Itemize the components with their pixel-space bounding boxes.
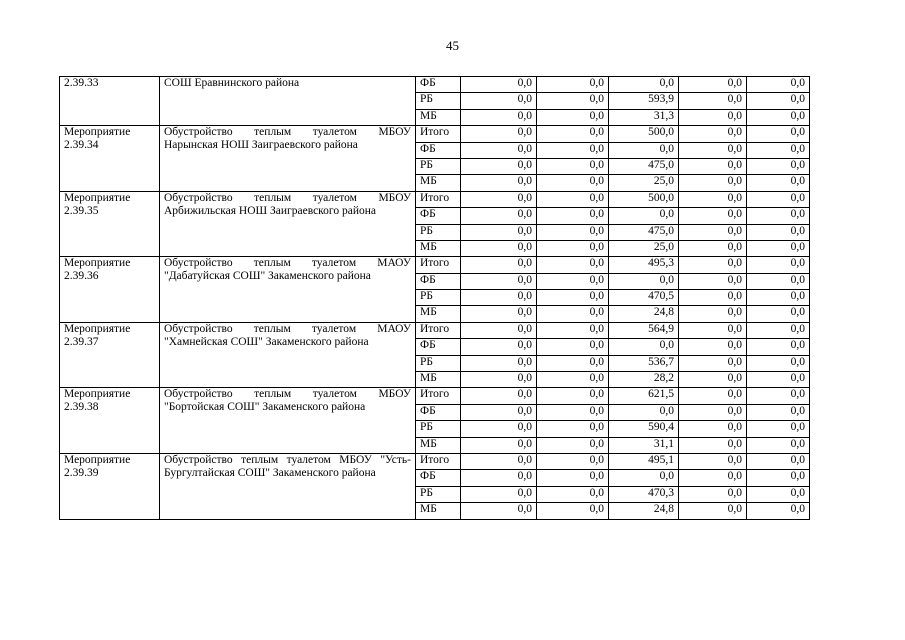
amount-cell: 0,0 [461,109,537,125]
amount-cell: 0,0 [747,306,810,322]
amount-cell: 0,0 [747,470,810,486]
amount-cell: 25,0 [609,175,679,191]
amount-cell: 0,0 [609,404,679,420]
funding-source-cell: МБ [416,240,461,256]
amount-cell: 0,0 [679,372,747,388]
amount-cell: 0,0 [461,486,537,502]
amount-cell: 0,0 [679,191,747,207]
amount-cell: 0,0 [537,175,609,191]
measure-name-cell: Обустройство теплым туалетом МАОУ "Дабатуйская СОШ" Закаменского района [160,257,416,323]
amount-cell: 0,0 [537,339,609,355]
amount-cell: 0,0 [679,404,747,420]
amount-cell: 500,0 [609,191,679,207]
funding-source-cell: МБ [416,437,461,453]
amount-cell: 0,0 [679,503,747,519]
amount-cell: 470,3 [609,486,679,502]
table-row [60,388,810,404]
amount-cell: 0,0 [537,421,609,437]
measure-name-cell: Обустройство теплым туалетом МБОУ Арбижильская НОШ Заиграевского района [160,191,416,257]
amount-cell: 0,0 [679,470,747,486]
amount-cell: 0,0 [747,175,810,191]
measure-code-cell [60,257,160,323]
amount-cell: 500,0 [609,126,679,142]
measure-code-line: 2.39.35 [64,204,99,217]
funding-source-cell: Итого [416,453,461,469]
amount-cell: 0,0 [537,191,609,207]
amount-cell: 0,0 [537,470,609,486]
amount-cell: 0,0 [679,109,747,125]
funding-source-cell: РБ [416,93,461,109]
amount-cell: 0,0 [537,240,609,256]
table-row [60,322,810,338]
amount-cell: 0,0 [679,437,747,453]
measure-code-cell [60,77,160,126]
amount-cell: 0,0 [679,224,747,240]
amount-cell: 0,0 [461,453,537,469]
funding-source-cell: МБ [416,109,461,125]
table-row [60,126,810,142]
amount-cell: 0,0 [537,355,609,371]
amount-cell: 0,0 [679,257,747,273]
funding-source-cell: МБ [416,306,461,322]
measure-code-cell [60,322,160,388]
amount-cell: 495,1 [609,453,679,469]
amount-cell: 0,0 [537,109,609,125]
amount-cell: 475,0 [609,158,679,174]
amount-cell: 0,0 [461,191,537,207]
amount-cell: 0,0 [461,158,537,174]
amount-cell: 0,0 [461,126,537,142]
funding-source-cell: РБ [416,486,461,502]
funding-source-cell: ФБ [416,470,461,486]
amount-cell: 0,0 [461,257,537,273]
amount-cell: 0,0 [679,158,747,174]
amount-cell: 0,0 [679,273,747,289]
amount-cell: 0,0 [747,158,810,174]
measure-code-cell [60,126,160,192]
funding-source-cell: РБ [416,158,461,174]
amount-cell: 0,0 [537,126,609,142]
amount-cell: 0,0 [461,404,537,420]
amount-cell: 0,0 [537,224,609,240]
amount-cell: 0,0 [461,224,537,240]
measure-code-line: Мероприятие [64,322,131,335]
amount-cell: 0,0 [537,142,609,158]
funding-source-cell: Итого [416,191,461,207]
amount-cell: 0,0 [679,486,747,502]
amount-cell: 0,0 [461,503,537,519]
funding-source-cell: ФБ [416,77,461,93]
table-row [60,77,810,93]
amount-cell: 0,0 [679,93,747,109]
amount-cell: 0,0 [609,339,679,355]
measure-code-line: 2.39.36 [64,270,99,283]
amount-cell: 0,0 [461,175,537,191]
amount-cell: 0,0 [461,339,537,355]
amount-cell: 0,0 [747,372,810,388]
amount-cell: 0,0 [461,388,537,404]
funding-source-cell: РБ [416,355,461,371]
amount-cell: 31,3 [609,109,679,125]
amount-cell: 0,0 [537,93,609,109]
amount-cell: 0,0 [537,77,609,93]
funding-source-cell: Итого [416,257,461,273]
amount-cell: 0,0 [609,273,679,289]
funding-source-cell: РБ [416,224,461,240]
measure-code-line: 2.39.33 [64,77,99,89]
funding-source-cell: Итого [416,388,461,404]
funding-table-body [60,77,810,520]
measure-code-line: 2.39.39 [64,466,99,479]
funding-table [59,76,810,520]
amount-cell: 0,0 [537,290,609,306]
funding-source-cell: РБ [416,421,461,437]
amount-cell: 0,0 [747,240,810,256]
amount-cell: 0,0 [461,421,537,437]
amount-cell: 0,0 [461,470,537,486]
amount-cell: 0,0 [679,355,747,371]
amount-cell: 495,3 [609,257,679,273]
amount-cell: 31,1 [609,437,679,453]
amount-cell: 0,0 [747,77,810,93]
amount-cell: 0,0 [609,142,679,158]
amount-cell: 0,0 [747,224,810,240]
amount-cell: 621,5 [609,388,679,404]
amount-cell: 0,0 [679,306,747,322]
measure-code-line: 2.39.38 [64,401,99,414]
amount-cell: 0,0 [679,175,747,191]
table-row [60,453,810,469]
measure-code-cell [60,388,160,454]
amount-cell: 0,0 [609,208,679,224]
amount-cell: 0,0 [461,306,537,322]
amount-cell: 593,9 [609,93,679,109]
amount-cell: 0,0 [679,421,747,437]
amount-cell: 0,0 [747,421,810,437]
measure-name-cell: Обустройство теплым туалетом МБОУ Нарынская НОШ Заиграевского района [160,126,416,192]
amount-cell: 0,0 [461,240,537,256]
amount-cell: 0,0 [747,93,810,109]
amount-cell: 0,0 [679,126,747,142]
measure-code-cell [60,453,160,519]
funding-source-cell: МБ [416,175,461,191]
amount-cell: 0,0 [747,322,810,338]
measure-code-line: Мероприятие [64,453,131,466]
amount-cell: 0,0 [537,306,609,322]
amount-cell: 0,0 [679,142,747,158]
funding-source-cell: МБ [416,503,461,519]
page-number: 45 [446,38,459,53]
amount-cell: 0,0 [609,470,679,486]
amount-cell: 0,0 [747,273,810,289]
measure-code-line: 2.39.34 [64,139,99,152]
amount-cell: 24,8 [609,306,679,322]
amount-cell: 0,0 [679,208,747,224]
amount-cell: 0,0 [537,486,609,502]
amount-cell: 0,0 [461,93,537,109]
amount-cell: 0,0 [747,290,810,306]
amount-cell: 0,0 [537,322,609,338]
amount-cell: 0,0 [747,486,810,502]
amount-cell: 0,0 [537,372,609,388]
amount-cell: 0,0 [679,339,747,355]
funding-source-cell: ФБ [416,404,461,420]
amount-cell: 0,0 [461,355,537,371]
amount-cell: 0,0 [461,208,537,224]
amount-cell: 0,0 [537,503,609,519]
amount-cell: 0,0 [537,273,609,289]
amount-cell: 0,0 [537,388,609,404]
amount-cell: 25,0 [609,240,679,256]
amount-cell: 0,0 [747,208,810,224]
amount-cell: 564,9 [609,322,679,338]
amount-cell: 28,2 [609,372,679,388]
amount-cell: 0,0 [537,404,609,420]
measure-name-cell: Обустройство теплым туалетом МБОУ "Усть-Бургултайская СОШ" Закаменского района [160,453,416,519]
amount-cell: 0,0 [679,388,747,404]
amount-cell: 590,4 [609,421,679,437]
table-row [60,257,810,273]
amount-cell: 0,0 [747,503,810,519]
amount-cell: 475,0 [609,224,679,240]
funding-source-cell: Итого [416,322,461,338]
amount-cell: 0,0 [461,142,537,158]
measure-code-line: Мероприятие [64,257,131,270]
measure-code-cell [60,191,160,257]
amount-cell: 0,0 [679,322,747,338]
amount-cell: 0,0 [747,453,810,469]
amount-cell: 0,0 [747,404,810,420]
measure-code-line: Мероприятие [64,126,131,139]
amount-cell: 0,0 [747,339,810,355]
amount-cell: 0,0 [461,437,537,453]
amount-cell: 0,0 [747,142,810,158]
funding-source-cell: Итого [416,126,461,142]
funding-source-cell: ФБ [416,339,461,355]
amount-cell: 0,0 [537,453,609,469]
funding-source-cell: РБ [416,290,461,306]
amount-cell: 0,0 [679,77,747,93]
amount-cell: 0,0 [461,322,537,338]
amount-cell: 0,0 [609,77,679,93]
measure-name-cell: Обустройство теплым туалетом МАОУ "Хамнейская СОШ" Закаменского района [160,322,416,388]
amount-cell: 470,5 [609,290,679,306]
amount-cell: 0,0 [461,273,537,289]
amount-cell: 0,0 [537,158,609,174]
amount-cell: 0,0 [679,290,747,306]
amount-cell: 0,0 [747,126,810,142]
measure-name-cell: СОШ Еравнинского района [160,77,416,126]
measure-code-line: 2.39.37 [64,335,99,348]
amount-cell: 0,0 [679,453,747,469]
funding-source-cell: ФБ [416,142,461,158]
amount-cell: 0,0 [747,355,810,371]
table-row [60,191,810,207]
amount-cell: 0,0 [537,437,609,453]
funding-source-cell: МБ [416,372,461,388]
amount-cell: 536,7 [609,355,679,371]
amount-cell: 0,0 [747,109,810,125]
amount-cell: 0,0 [461,77,537,93]
amount-cell: 0,0 [679,240,747,256]
amount-cell: 0,0 [747,191,810,207]
amount-cell: 0,0 [747,437,810,453]
measure-code-line: Мероприятие [64,388,131,401]
amount-cell: 24,8 [609,503,679,519]
amount-cell: 0,0 [747,388,810,404]
funding-source-cell: ФБ [416,208,461,224]
funding-source-cell: ФБ [416,273,461,289]
measure-code-line: Мероприятие [64,191,131,204]
amount-cell: 0,0 [537,257,609,273]
amount-cell: 0,0 [537,208,609,224]
amount-cell: 0,0 [461,372,537,388]
amount-cell: 0,0 [747,257,810,273]
measure-name-cell: Обустройство теплым туалетом МБОУ "Бортойская СОШ" Закаменского района [160,388,416,454]
amount-cell: 0,0 [461,290,537,306]
